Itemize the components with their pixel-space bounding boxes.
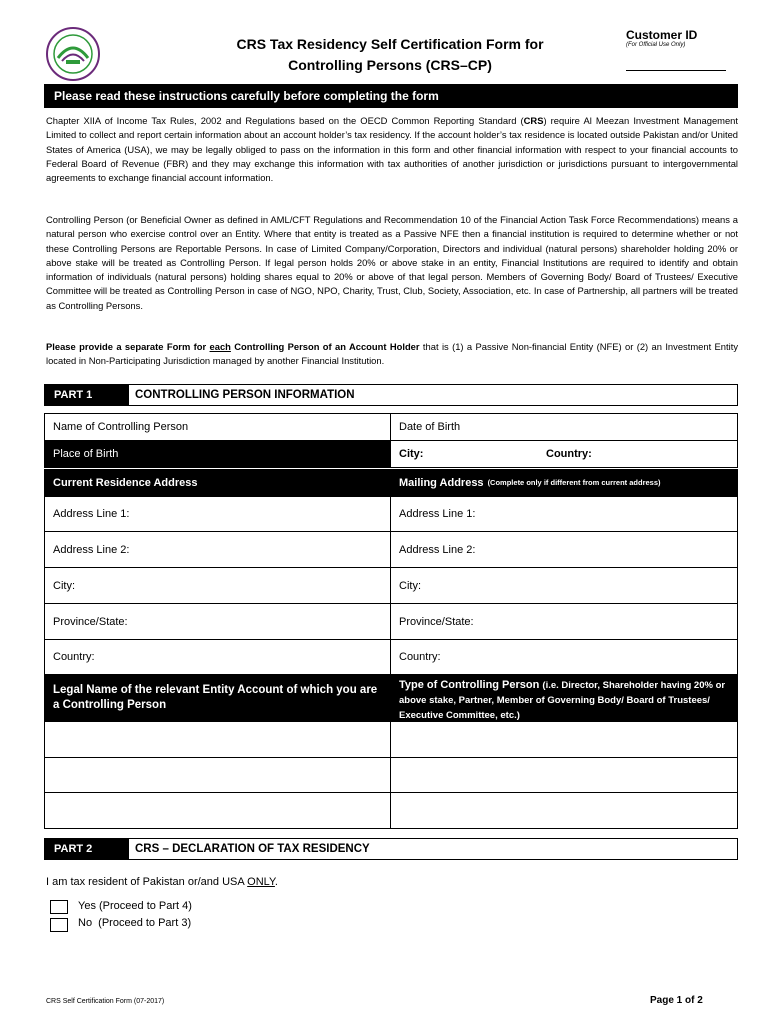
p3-each: each: [209, 341, 231, 352]
page-number: Page 1 of 2: [650, 995, 703, 1006]
instructions-paragraph-3: [46, 340, 738, 369]
type-entry-1[interactable]: [390, 721, 738, 758]
legal-name-entry-2[interactable]: [44, 757, 391, 793]
legal-name-entry-1[interactable]: [44, 721, 391, 758]
mailing-address-line1-field[interactable]: [390, 496, 738, 532]
instructions-banner: Please read these instructions carefully before completing the form: [44, 84, 738, 108]
pob-city-label: City:: [399, 448, 424, 460]
name-field[interactable]: [44, 413, 391, 441]
yes-checkbox[interactable]: [50, 900, 68, 914]
mailing-city-field[interactable]: [390, 567, 738, 604]
table-row: [44, 413, 738, 441]
current-address-line2-field[interactable]: [44, 531, 391, 568]
table-row: [44, 674, 738, 722]
country-label: Country:: [53, 651, 95, 663]
current-address-line1-field[interactable]: [44, 496, 391, 532]
p1-text-b: ) require Al Meezan Investment Management Limited to collect and report certain information about an account holder’s tax residency. If the account holder’s tax residence is located outside Pakistan and/or United States of America (USA), we may be legally obliged to pass on the information in this form and other financial information with respect to your financial accounts to Federal Board of Revenue (FBR) and they may exchange this information with tax authorities of another jurisdiction or jurisdictions pursuant to intergovernmental agreements to exchange financial account information.: [46, 115, 739, 184]
type-entry-2[interactable]: [390, 757, 738, 793]
tax-resident-statement: [46, 876, 278, 888]
mailing-address-label: Mailing Address: [399, 476, 484, 489]
type-header: [390, 674, 738, 722]
table-row: [44, 757, 738, 793]
yes-label: Yes (Proceed to Part 4): [78, 900, 192, 912]
addr2-label: Address Line 2:: [53, 543, 130, 556]
resident-text: I am tax resident of Pakistan or/and USA: [46, 876, 248, 888]
city-label: City:: [399, 579, 421, 592]
legal-name-label: Legal Name of the relevant Entity Account of which you are a Controlling Person: [53, 684, 378, 711]
current-address-header: [44, 469, 391, 496]
table-row: [44, 792, 738, 829]
legal-name-entry-3[interactable]: [44, 792, 391, 829]
table-row: [44, 639, 738, 675]
part1-tag: PART 1: [45, 385, 129, 405]
resident-end: .: [274, 876, 278, 888]
table-row: [44, 496, 738, 532]
mailing-country-field[interactable]: [390, 639, 738, 675]
mailing-address-note: (Complete only if different from current address): [487, 478, 661, 487]
official-use-note: (For Official Use Only): [626, 42, 686, 48]
part1-header: [44, 384, 738, 406]
table-row: [44, 469, 738, 496]
instructions-paragraph-2: Controlling Person (or Beneficial Owner as defined in AML/CFT Regulations and Recommendation 10 of the Financial Action Task Force Recommendations) means a natural person who exercise control over an Entity. Where that entity is treated as a Passive NFE then a financial institution is required to determine whether or not these Controlling Persons are Reportable Persons. In case of Limited Company/Corporation, Directors and individual (natural persons) shareholder holding 20% or above stake will be treated as Controlling Person. If legal person holds 20% or above stake in an entity, Financial Institutions are required to identify and obtain information of individuals (natural persons) holding shares equal to 20% or above of that legal person. Members of Governing Body/ Board of Trustees/ Executive Committee will be treated as Controlling Person in case of NGO, NPO, Charity, Trust, Club, Society, Association, etc. In case of Partnership, all partners will be treated as Controlling Persons.: [46, 214, 738, 311]
country-label: Country:: [399, 651, 441, 663]
place-of-birth-header: [44, 440, 391, 468]
mailing-address-header: [390, 469, 738, 496]
addr1-label: Address Line 1:: [53, 508, 130, 520]
form-version: CRS Self Certification Form (07-2017): [46, 998, 165, 1005]
pob-label: Place of Birth: [53, 448, 119, 460]
type-label: Type of Controlling Person: [399, 679, 540, 691]
dob-label: Date of Birth: [399, 421, 461, 433]
mailing-address-line2-field[interactable]: [390, 531, 738, 568]
part2-title: CRS – DECLARATION OF TAX RESIDENCY: [135, 843, 370, 855]
addr2-label: Address Line 2:: [399, 543, 476, 556]
company-logo: [44, 26, 102, 84]
table-row: [44, 603, 738, 640]
table-row: [44, 721, 738, 758]
legal-name-header: [44, 674, 391, 722]
title-line-1: CRS Tax Residency Self Certification Form for: [236, 36, 544, 52]
p1-crs: CRS: [523, 115, 544, 126]
name-label: Name of Controlling Person: [53, 421, 189, 433]
part1-title: CONTROLLING PERSON INFORMATION: [135, 389, 355, 401]
type-entry-3[interactable]: [390, 792, 738, 829]
part2-header: [44, 838, 738, 860]
city-label: City:: [53, 579, 75, 592]
pob-city-country-field[interactable]: [390, 440, 738, 468]
customer-id-label: Customer ID: [626, 28, 698, 42]
current-city-field[interactable]: [44, 567, 391, 604]
pob-country-label: Country:: [546, 448, 592, 460]
table-row: [44, 567, 738, 604]
addr1-label: Address Line 1:: [399, 508, 476, 520]
province-label: Province/State:: [399, 615, 474, 628]
p1-text-a: Chapter XIIA of Income Tax Rules, 2002 and Regulations based on the OECD Common Reporting Standard (: [46, 115, 524, 126]
table-row: [44, 531, 738, 568]
table-row: [44, 440, 738, 468]
p3-text-a: Please provide a separate Form for: [46, 341, 210, 352]
no-checkbox[interactable]: [50, 918, 68, 932]
p3-text-c: that is (1) a Passive Non-financial Entity (NFE) or (2) an Investment Entity located in Non-Participating Jurisdiction managed by another Financial Institution.: [46, 341, 739, 367]
current-address-label: Current Residence Address: [53, 476, 198, 489]
mailing-province-field[interactable]: [390, 603, 738, 640]
customer-id-field[interactable]: [626, 70, 726, 71]
province-label: Province/State:: [53, 615, 128, 628]
current-province-field[interactable]: [44, 603, 391, 640]
type-note: (i.e. Director, Shareholder having 20% or above stake, Partner, Member of Governing Body/ Board of Trustees/ Executive Committee, etc.): [399, 680, 726, 721]
dob-field[interactable]: [390, 413, 738, 441]
part2-tag: PART 2: [45, 839, 129, 859]
resident-only: ONLY: [247, 876, 275, 888]
p3-text-b: Controlling Person of an Account Holder: [230, 341, 420, 352]
instructions-paragraph-1: [46, 114, 738, 185]
current-country-field[interactable]: [44, 639, 391, 675]
form-title: [160, 34, 620, 76]
title-line-2: Controlling Persons (CRS–CP): [288, 57, 492, 73]
no-label: No (Proceed to Part 3): [78, 917, 192, 929]
